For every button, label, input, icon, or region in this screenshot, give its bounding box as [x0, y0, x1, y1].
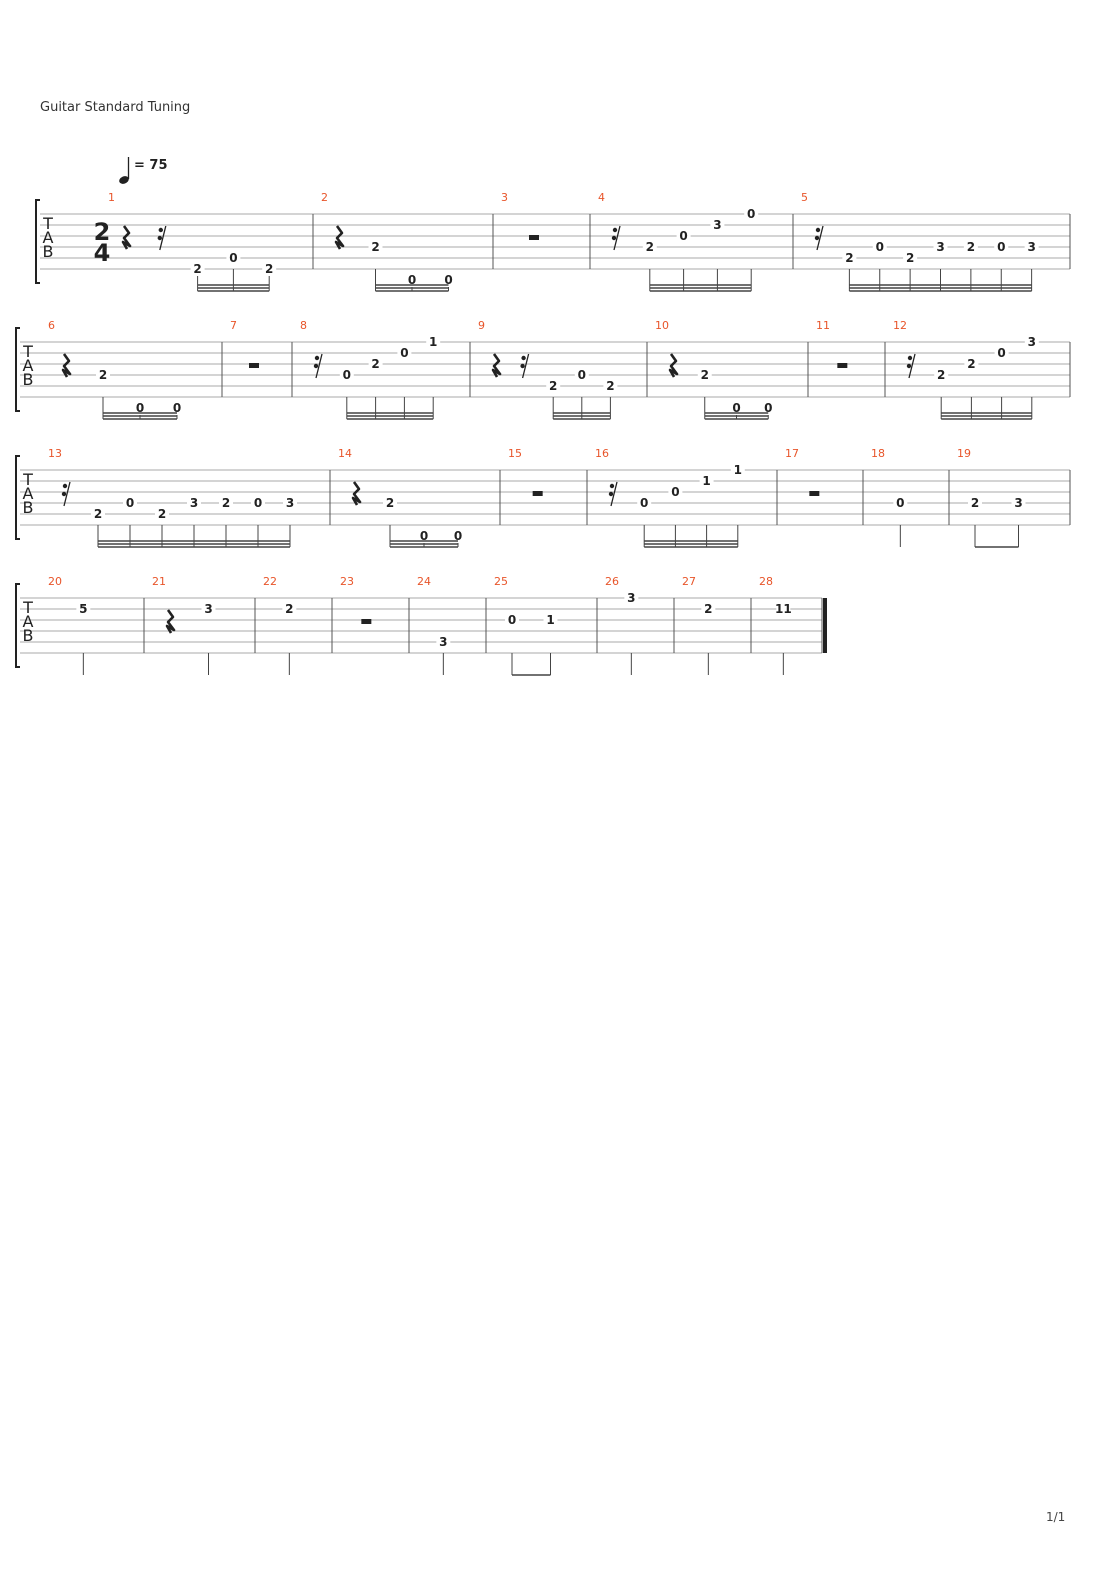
fret-number: 0: [640, 496, 649, 510]
measure-number: 5: [801, 191, 808, 204]
fret-number: 0: [896, 496, 905, 510]
half-rest-icon: [529, 235, 539, 240]
quarter-rest-icon: [63, 354, 70, 377]
measure: [48, 319, 184, 419]
measure-number: 4: [598, 191, 605, 204]
quarter-rest-icon: [493, 354, 500, 377]
measure-number: 17: [785, 447, 799, 460]
measure-number: 26: [605, 575, 619, 588]
fret-number: 2: [845, 251, 854, 265]
measure-number: 28: [759, 575, 773, 588]
fret-number: 3: [189, 496, 199, 510]
fret-number: 2: [93, 507, 103, 521]
fret-number: 0: [875, 240, 884, 254]
time-signature-bottom: 4: [93, 239, 111, 267]
sixteenth-rest-dot: [315, 356, 319, 360]
fret-number: 3: [204, 602, 213, 616]
fret-number: 1: [546, 613, 555, 627]
half-rest-icon: [361, 619, 371, 624]
fret-number: 2: [937, 368, 946, 382]
fret-number: 0: [577, 368, 586, 382]
fret-number: 3: [936, 240, 945, 254]
fret-number: 0: [253, 496, 263, 510]
fret-number: 3: [1027, 240, 1036, 254]
measure-number: 2: [321, 191, 328, 204]
quarter-rest-icon: [336, 226, 343, 249]
measure-number: 19: [957, 447, 971, 460]
quarter-rest-icon: [123, 226, 130, 249]
sixteenth-rest-dot: [158, 236, 162, 240]
fret-number: 2: [967, 357, 976, 371]
fret-number: 0: [444, 273, 453, 287]
measure: [605, 575, 638, 675]
fret-number: 0: [732, 401, 741, 415]
quarter-rest-icon: [670, 354, 677, 377]
measure: [478, 319, 617, 419]
fret-number: 3: [627, 591, 636, 605]
tab-system: [36, 191, 1070, 291]
fret-number: 1: [429, 335, 438, 349]
measure-number: 21: [152, 575, 166, 588]
fret-number: 2: [371, 357, 380, 371]
page-number: 1/1: [1046, 1510, 1066, 1524]
sixteenth-rest-dot: [62, 492, 66, 496]
tab-system: [16, 447, 1070, 547]
fret-number: 1: [702, 474, 711, 488]
fret-number: 3: [439, 635, 448, 649]
measure: [957, 447, 1026, 547]
system-bracket: [16, 456, 20, 539]
measure: [417, 575, 450, 675]
measure: [48, 575, 90, 675]
measure: [759, 575, 792, 675]
tab-clef-letter: A: [22, 356, 34, 375]
measure: [501, 191, 539, 240]
sixteenth-rest-dot: [815, 236, 819, 240]
measure-number: 11: [816, 319, 830, 332]
fret-number: 2: [700, 368, 709, 382]
measure-number: 3: [501, 191, 508, 204]
measure: [598, 191, 758, 291]
system-bracket: [16, 328, 20, 411]
sixteenth-rest-dot: [314, 364, 318, 368]
measure-number: 20: [48, 575, 62, 588]
measure: [893, 319, 1039, 419]
tab-clef-letter: B: [22, 370, 34, 389]
sixteenth-rest-dot: [521, 356, 525, 360]
fret-number: 1: [733, 463, 742, 477]
tab-clef-letter: T: [23, 470, 33, 489]
quarter-rest-icon: [167, 610, 174, 633]
fret-number: 2: [265, 262, 274, 276]
final-bar-line: [823, 598, 827, 653]
tab-clef-letter: T: [43, 214, 53, 233]
sixteenth-rest-dot: [907, 364, 911, 368]
measure-number: 27: [682, 575, 696, 588]
measure: [801, 191, 1039, 291]
measure-number: 24: [417, 575, 431, 588]
fret-number: 5: [79, 602, 88, 616]
fret-number: 2: [221, 496, 231, 510]
fret-number: 0: [229, 251, 238, 265]
sixteenth-rest-dot: [908, 356, 912, 360]
system-bracket: [36, 200, 40, 283]
tab-clef-letter: B: [22, 498, 34, 517]
tab-clef-letter: A: [22, 484, 34, 503]
measure-number: 22: [263, 575, 277, 588]
measure: [152, 575, 216, 675]
measure: [785, 447, 819, 496]
quarter-rest-icon: [353, 482, 360, 505]
measure-number: 18: [871, 447, 885, 460]
fret-number: 3: [713, 218, 722, 232]
measure-number: 1: [108, 191, 115, 204]
measure-number: 13: [48, 447, 62, 460]
measure: [230, 319, 259, 368]
sixteenth-rest-dot: [63, 484, 67, 488]
sixteenth-rest-dot: [816, 228, 820, 232]
measure-number: 10: [655, 319, 669, 332]
fret-number: 0: [135, 401, 145, 415]
tab-system: [16, 575, 827, 675]
fret-number: 0: [453, 529, 463, 543]
fret-number: 0: [125, 496, 135, 510]
measure-number: 16: [595, 447, 609, 460]
time-signature-top: 2: [93, 218, 111, 246]
tempo-text: = 75: [134, 158, 168, 173]
measure: [48, 447, 297, 547]
sixteenth-rest-dot: [612, 236, 616, 240]
half-rest-icon: [533, 491, 543, 496]
fret-number: 2: [905, 251, 915, 265]
measure: [340, 575, 371, 624]
measure-number: 15: [508, 447, 522, 460]
measure-number: 9: [478, 319, 485, 332]
sixteenth-rest-dot: [609, 492, 613, 496]
measure-number: 8: [300, 319, 307, 332]
fret-number: 2: [98, 368, 108, 382]
fret-number: 0: [342, 368, 351, 382]
half-rest-icon: [249, 363, 259, 368]
tuning-label: Guitar Standard Tuning: [40, 100, 191, 115]
fret-number: 3: [285, 496, 295, 510]
sixteenth-rest-dot: [613, 228, 617, 232]
fret-number: 3: [1027, 335, 1036, 349]
measure-number: 23: [340, 575, 354, 588]
measure: [300, 319, 440, 419]
fret-number: 0: [679, 229, 688, 243]
fret-number: 2: [285, 602, 294, 616]
tab-clef-letter: B: [22, 626, 34, 645]
tab-system: [16, 319, 1070, 419]
sixteenth-rest-dot: [159, 228, 163, 232]
fret-number: 0: [671, 485, 680, 499]
fret-number: 0: [997, 240, 1006, 254]
measure-number: 14: [338, 447, 352, 460]
fret-number: 2: [385, 496, 395, 510]
measure-number: 7: [230, 319, 237, 332]
fret-number: 2: [549, 379, 558, 393]
fret-number: 0: [747, 207, 756, 221]
fret-number: 11: [774, 602, 792, 616]
half-rest-icon: [837, 363, 847, 368]
system-bracket: [16, 584, 20, 667]
measure: [108, 191, 276, 291]
fret-number: 0: [764, 401, 773, 415]
tab-clef-letter: B: [42, 242, 54, 261]
fret-number: 0: [997, 346, 1006, 360]
measure: [655, 319, 775, 419]
fret-number: 2: [645, 240, 654, 254]
tab-clef-letter: A: [42, 228, 54, 247]
tab-clef-letter: A: [22, 612, 34, 631]
fret-number: 2: [193, 262, 202, 276]
fret-number: 0: [407, 273, 417, 287]
measure-number: 25: [494, 575, 508, 588]
half-rest-icon: [809, 491, 819, 496]
tempo-marking: [118, 157, 168, 185]
measure: [595, 447, 745, 547]
fret-number: 0: [172, 401, 182, 415]
measure: [871, 447, 907, 547]
fret-number: 2: [157, 507, 167, 521]
measure: [816, 319, 847, 368]
measure-number: 6: [48, 319, 55, 332]
sixteenth-rest-dot: [520, 364, 524, 368]
tab-score: [0, 0, 1110, 720]
measure: [682, 575, 715, 675]
measure: [494, 575, 558, 675]
fret-number: 2: [970, 496, 980, 510]
fret-number: 0: [400, 346, 409, 360]
fret-number: 0: [419, 529, 429, 543]
tab-clef-letter: T: [23, 342, 33, 361]
fret-number: 2: [371, 240, 380, 254]
measure: [321, 191, 456, 291]
fret-number: 3: [1014, 496, 1023, 510]
measure: [508, 447, 543, 496]
tab-clef-letter: T: [23, 598, 33, 617]
measure: [338, 447, 465, 547]
measure-number: 12: [893, 319, 907, 332]
fret-number: 2: [704, 602, 713, 616]
fret-number: 2: [606, 379, 615, 393]
fret-number: 0: [507, 613, 517, 627]
measure: [263, 575, 296, 675]
sixteenth-rest-dot: [610, 484, 614, 488]
fret-number: 2: [966, 240, 976, 254]
